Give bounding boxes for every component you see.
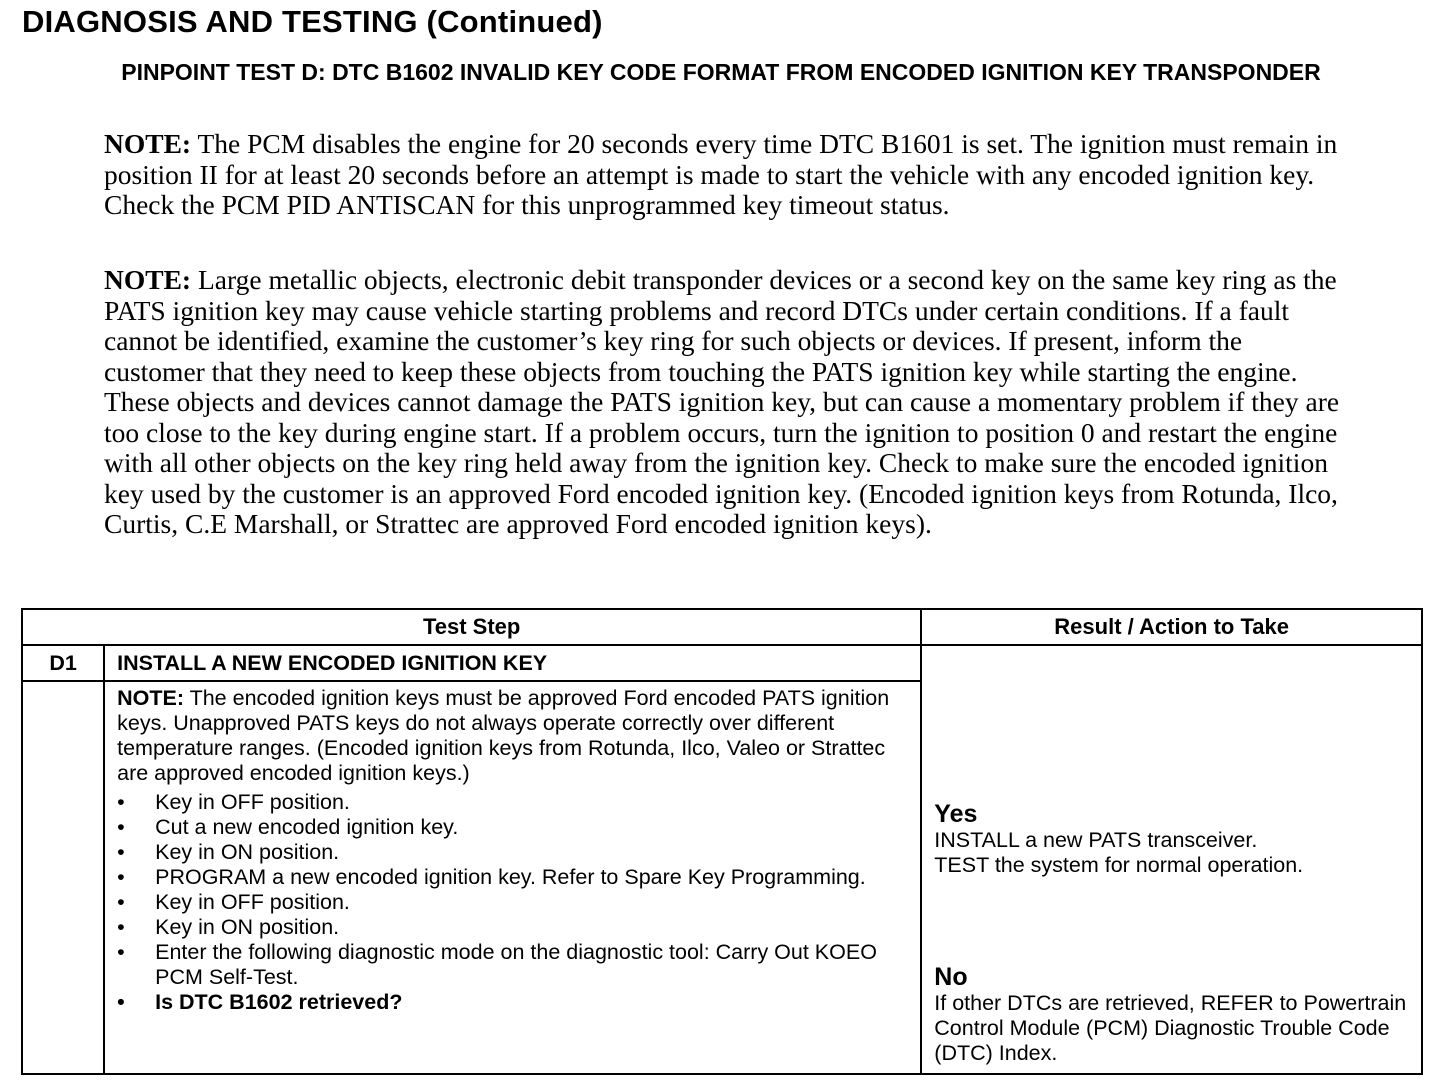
table-header-row [22,609,1422,645]
page-heading: DIAGNOSIS AND TESTING (Continued) [22,4,603,39]
list-item: • Key in ON position. [117,915,340,939]
bullet-icon: • [117,940,125,964]
result-no-text: If other DTCs are retrieved, REFER to Powertrain Control Module (PCM) Diagnostic Trouble Code (DTC) Index. [934,991,1407,1065]
result-yes [934,801,1411,878]
bullet-icon: • [117,865,125,889]
pinpoint-test-title: PINPOINT TEST D: DTC B1602 INVALID KEY CODE FORMAT FROM ENCODED IGNITION KEY TRANSPONDER [121,59,1321,85]
note-label: NOTE: [104,128,192,159]
bullet-icon: • [117,815,125,839]
list-item: • Cut a new encoded ignition key. [117,815,459,839]
note-paragraph [104,129,1344,221]
result-yes-label: Yes [934,800,978,828]
step-note [117,686,890,786]
list-item: • Key in OFF position. [117,790,350,814]
bullet-icon: • [117,915,125,939]
bullet-icon: • [117,840,125,864]
list-item: • PROGRAM a new encoded ignition key. Refer to Spare Key Programming. [117,865,866,889]
result-yes-line: TEST the system for normal operation. [934,853,1304,877]
bullet-icon: • [117,790,125,814]
step-note-text: The encoded ignition keys must be approved Ford encoded PATS ignition keys. Unapproved PATS keys do not always operate correctly over different temperature ranges. (Encoded ignition keys from Rotunda, Ilco, Valeo or Strattec are approved encoded ignition keys.) [117,686,890,785]
result-no [934,964,1411,1066]
step-bullet-list [117,790,890,1015]
step-title: INSTALL A NEW ENCODED IGNITION KEY [104,645,921,681]
result-yes-line: INSTALL a new PATS transceiver. [934,828,1258,852]
list-item: • Is DTC B1602 retrieved? [117,990,403,1014]
step-id-blank [22,681,104,1074]
table-row [22,645,1422,681]
header-result-action: Result / Action to Take [921,609,1422,645]
note-text: Large metallic objects, electronic debit transponder devices or a second key on the same key ring as the PATS ignition key may cause vehicle starting problems and record DTCs under certain conditions. If a fault cannot be identified, examine the customer’s key ring for such objects or devices. If present, inform the customer that they need to keep these objects from touching the PATS ignition key while starting the engine. These objects and devices cannot damage the PATS ignition key, but can cause a momentary problem if they are too close to the key during engine start. If a problem occurs, turn the ignition to position 0 and restart the engine with all other objects on the key ring held away from the ignition key. Check to make sure the encoded ignition key used by the customer is an approved Ford encoded ignition key. (Encoded ignition keys from Rotunda, Ilco, Curtis, C.E Marshall, or Strattec are approved Ford encoded ignition keys). [104,264,1340,539]
test-step-table [21,608,1423,1075]
step-id: D1 [22,645,104,681]
result-cell [921,645,1422,1074]
step-body [104,681,921,1074]
list-item: • Enter the following diagnostic mode on the diagnostic tool: Carry Out KOEO PCM Self-Test. [117,940,877,989]
note-paragraph [104,265,1344,540]
bullet-icon: • [117,990,125,1014]
step-note-label: NOTE: [117,686,184,710]
bullet-icon: • [117,890,125,914]
list-item: • Key in OFF position. [117,890,350,914]
note-label: NOTE: [104,264,192,295]
result-no-label: No [934,963,968,991]
note-text: The PCM disables the engine for 20 seconds every time DTC B1601 is set. The ignition must remain in position II for at least 20 seconds before an attempt is made to start the vehicle with any encoded ignition key. Check the PCM PID ANTISCAN for this unprogrammed key timeout status. [104,128,1338,220]
header-test-step: Test Step [22,609,921,645]
list-item: • Key in ON position. [117,840,340,864]
